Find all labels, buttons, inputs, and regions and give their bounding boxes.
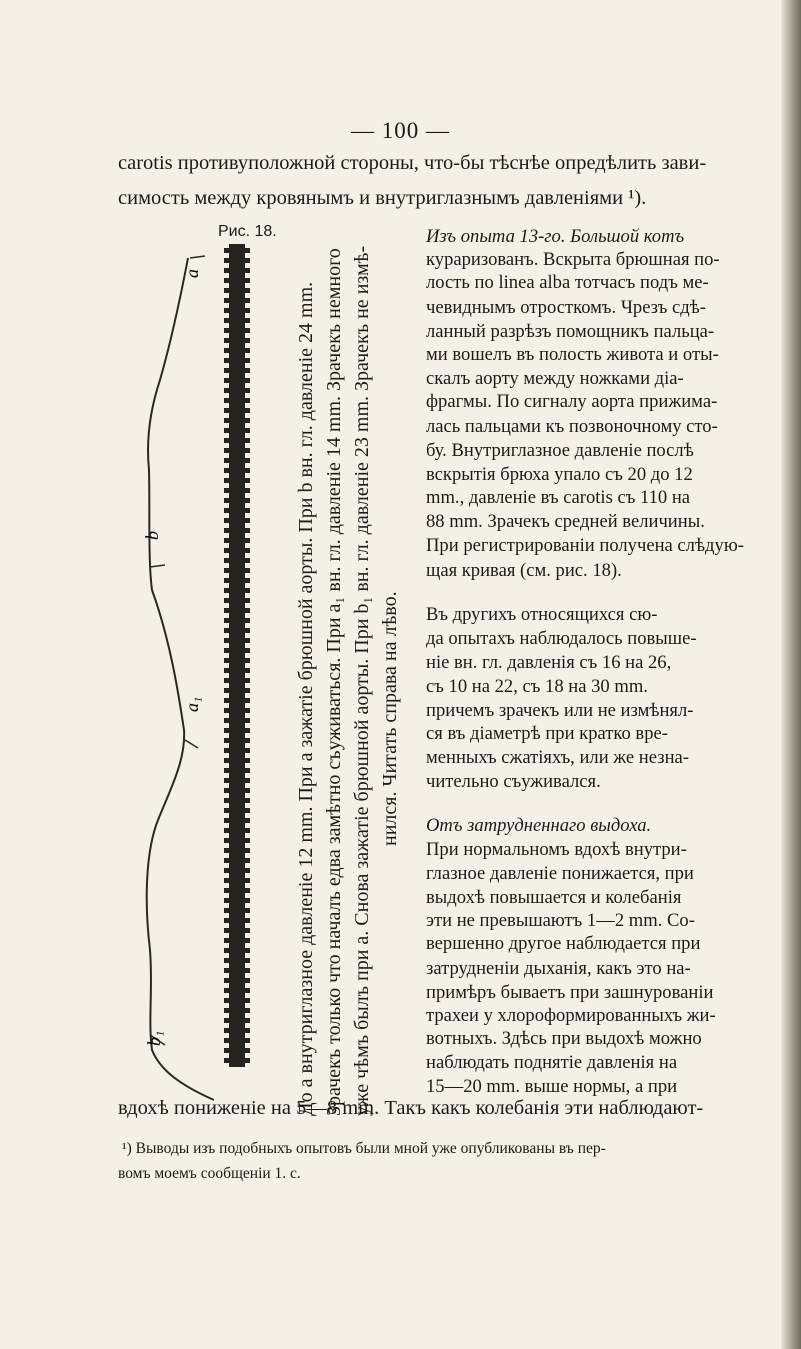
right-column-line: лась пальцами къ позвоночному сто- [426, 416, 718, 438]
time-marker-tick [224, 538, 250, 543]
time-marker-tick [224, 508, 250, 513]
right-column-line: ніе вн. гл. давленія съ 16 на 26, [426, 651, 672, 673]
time-marker-tick [224, 898, 250, 903]
time-marker-tick [224, 528, 250, 533]
time-marker-tick [224, 488, 250, 493]
right-column-line: Изъ опыта 13-го. Большой котъ [426, 225, 685, 247]
footnote-line-2: вомъ моемъ сообщеніи 1. c. [118, 1165, 301, 1182]
time-marker-tick [224, 728, 250, 733]
time-marker-tick [224, 858, 250, 863]
right-column-line: чевиднымъ отросткомъ. Чрезъ сдѣ- [426, 296, 706, 318]
footnote-line-1: ¹) Выводы изъ подобныхъ опытовъ были мной уже опубликованы въ пер- [122, 1140, 606, 1157]
time-marker-tick [224, 578, 250, 583]
time-marker-tick [224, 888, 250, 893]
pressure-curve [147, 258, 214, 1100]
right-column-line: фрагмы. По сигналу аорта прижима- [426, 391, 718, 413]
time-marker-tick [224, 928, 250, 933]
time-marker-tick [224, 808, 250, 813]
rotated-caption-line-3: уже чѣмъ былъ при a. Снова зажатіе брюшной аорты. При b₁ вн. гл. давленіе 23 mm. Зрачекъ не измѣ- [351, 245, 373, 1116]
label-b1: b₁ [144, 1030, 164, 1046]
marker-a1-tick [185, 740, 198, 748]
time-marker-tick [224, 558, 250, 563]
label-a1: a₁ [182, 696, 202, 712]
time-marker-tick [224, 288, 250, 293]
time-marker-tick [224, 598, 250, 603]
right-column-line: ми вошелъ въ полость живота и оты- [426, 343, 719, 365]
right-column-line: затрудненіи дыханія, какъ это на- [426, 957, 691, 979]
time-marker-tick [224, 438, 250, 443]
right-column-line: вершенно другое наблюдается при [426, 933, 701, 955]
time-marker-tick [224, 668, 250, 673]
time-marker-tick [224, 278, 250, 283]
time-marker-tick [224, 938, 250, 943]
time-marker-tick [224, 388, 250, 393]
time-marker-tick [224, 618, 250, 623]
time-marker-tick [224, 338, 250, 343]
time-marker-tick [224, 518, 250, 523]
time-marker-tick [224, 878, 250, 883]
time-marker-tick [224, 468, 250, 473]
right-column-line: примѣръ бываетъ при зашнурованіи [426, 981, 714, 1003]
time-marker-tick [224, 718, 250, 723]
time-marker-tick [224, 948, 250, 953]
time-marker-tick [224, 998, 250, 1003]
right-column-line: глазное давленіе понижается, при [426, 862, 694, 884]
time-marker-tick [224, 498, 250, 503]
time-marker-tick [224, 848, 250, 853]
right-column-line: вскрытія брюха упало съ 20 до 12 [426, 463, 693, 485]
right-column-line: 88 mm. Зрачекъ средней величины. [426, 511, 705, 533]
time-marker-tick [224, 478, 250, 483]
time-marker-tick [224, 798, 250, 803]
time-marker-tick [224, 918, 250, 923]
right-column-line: наблюдать поднятіе давленія на [426, 1052, 678, 1074]
time-marker-tick [224, 1038, 250, 1043]
rotated-caption-line-1: До a внутриглазное давленіе 12 mm. При a зажатіе брюшной аорты. При b вн. гл. давленіе 24 mm. [295, 281, 317, 1116]
time-marker-tick [224, 588, 250, 593]
right-column-line: Отъ затрудненнаго выдоха. [426, 815, 652, 837]
time-marker-tick [224, 978, 250, 983]
time-marker-tick [224, 428, 250, 433]
intro-line-2: симость между кровянымъ и внутриглазнымъ давленіями ¹). [118, 187, 647, 209]
right-column-line: 15—20 mm. выше нормы, а при [426, 1075, 678, 1097]
right-column-line: Въ другихъ относящихся сю- [426, 604, 658, 626]
right-column-line: съ 10 на 22, съ 18 на 30 mm. [426, 675, 648, 697]
time-marker-tick [224, 778, 250, 783]
time-marker-tick [224, 1028, 250, 1033]
time-marker-tick [224, 758, 250, 763]
time-marker-tick [224, 308, 250, 313]
time-marker-tick [224, 658, 250, 663]
right-column-line: щая кривая (см. рис. 18). [426, 559, 622, 581]
time-marker-tick [224, 958, 250, 963]
right-column-line: При нормальномъ вдохѣ внутри- [426, 838, 687, 860]
time-marker-tick [224, 378, 250, 383]
time-marker-tick [224, 1018, 250, 1023]
intro-line-1: carotis противуположной стороны, что-бы тѣснѣе опредѣлить зави- [118, 152, 707, 174]
time-marker-tick [224, 678, 250, 683]
right-column-line: вотныхъ. Здѣсь при выдохѣ можно [426, 1028, 702, 1050]
time-marker-tick [224, 968, 250, 973]
time-marker-tick [224, 298, 250, 303]
time-marker-tick [224, 608, 250, 613]
figure-caption: Рис. 18. [218, 223, 277, 240]
time-marker-tick [224, 638, 250, 643]
rotated-caption-line-2: Зрачекъ только что началъ едва замѣтно съуживаться. При a₁ вн. гл. давленіе 14 mm. Зрачекъ немного [323, 248, 345, 1116]
time-marker-tick [224, 908, 250, 913]
label-b: b [142, 531, 162, 540]
time-marker-tick [224, 788, 250, 793]
time-marker-tick [224, 248, 250, 253]
marker-a-tick [190, 256, 205, 258]
time-marker-tick [224, 548, 250, 553]
time-marker-strip [224, 244, 250, 1067]
time-marker-tick [224, 1048, 250, 1053]
right-column-line: кураризованъ. Вскрыта брюшная по- [426, 249, 720, 271]
time-marker-tick [224, 258, 250, 263]
time-marker-tick [224, 648, 250, 653]
time-marker-tick [224, 688, 250, 693]
time-marker-tick [224, 458, 250, 463]
right-column-line: выдохѣ повышается и колебанія [426, 886, 682, 908]
right-column-line: ланный разрѣзъ помощникъ пальца- [426, 320, 715, 342]
right-column-line: скалъ аорту между ножками діа- [426, 368, 684, 390]
time-marker-tick [224, 568, 250, 573]
time-marker-tick [224, 418, 250, 423]
right-column-line: причемъ зрачекъ или не измѣнял- [426, 700, 694, 722]
time-marker-tick [224, 398, 250, 403]
time-marker-tick [224, 818, 250, 823]
time-marker-tick [224, 868, 250, 873]
label-a: a [182, 269, 202, 278]
strip-bar [229, 244, 245, 1067]
right-column-line: лость по linea alba тотчасъ подъ ме- [426, 272, 709, 294]
right-column-line: ся въ діаметрѣ при кратко вре- [426, 723, 668, 745]
time-marker-tick [224, 988, 250, 993]
time-marker-tick [224, 318, 250, 323]
right-column-line: mm., давленіе въ carotis съ 110 на [426, 487, 691, 509]
right-column-line: бу. Внутриглазное давленіе послѣ [426, 439, 694, 461]
right-column-line: менныхъ сжатіяхъ, или же незна- [426, 747, 689, 769]
time-marker-tick [224, 358, 250, 363]
right-column-line: эти не превышаютъ 1—2 mm. Со- [426, 910, 695, 932]
time-marker-tick [224, 328, 250, 333]
time-marker-tick [224, 708, 250, 713]
time-marker-tick [224, 838, 250, 843]
time-marker-tick [224, 448, 250, 453]
time-marker-tick [224, 738, 250, 743]
time-marker-tick [224, 348, 250, 353]
time-marker-tick [224, 1058, 250, 1063]
rotated-caption-line-4: нился. Читать справа на лѣво. [379, 591, 401, 846]
time-marker-tick [224, 1008, 250, 1013]
time-marker-tick [224, 268, 250, 273]
time-marker-tick [224, 698, 250, 703]
time-marker-tick [224, 628, 250, 633]
page-number: — 100 — [351, 118, 450, 143]
time-marker-tick [224, 828, 250, 833]
time-marker-tick [224, 408, 250, 413]
figure-rotated-caption [292, 246, 404, 1116]
marker-b-tick [150, 565, 165, 567]
bottom-line: вдохѣ пониженіе на 5—8 mm. Такъ какъ колебанія эти наблюдают- [118, 1097, 704, 1119]
right-column-line: да опытахъ наблюдалось повыше- [426, 627, 697, 649]
right-column-line: При регистрированіи получена слѣдую- [426, 534, 744, 556]
time-marker-tick [224, 748, 250, 753]
right-column-line: трахеи у хлороформированныхъ жи- [426, 1004, 716, 1026]
time-marker-tick [224, 368, 250, 373]
time-marker-tick [224, 768, 250, 773]
right-column-line: чительно съуживался. [426, 770, 601, 792]
